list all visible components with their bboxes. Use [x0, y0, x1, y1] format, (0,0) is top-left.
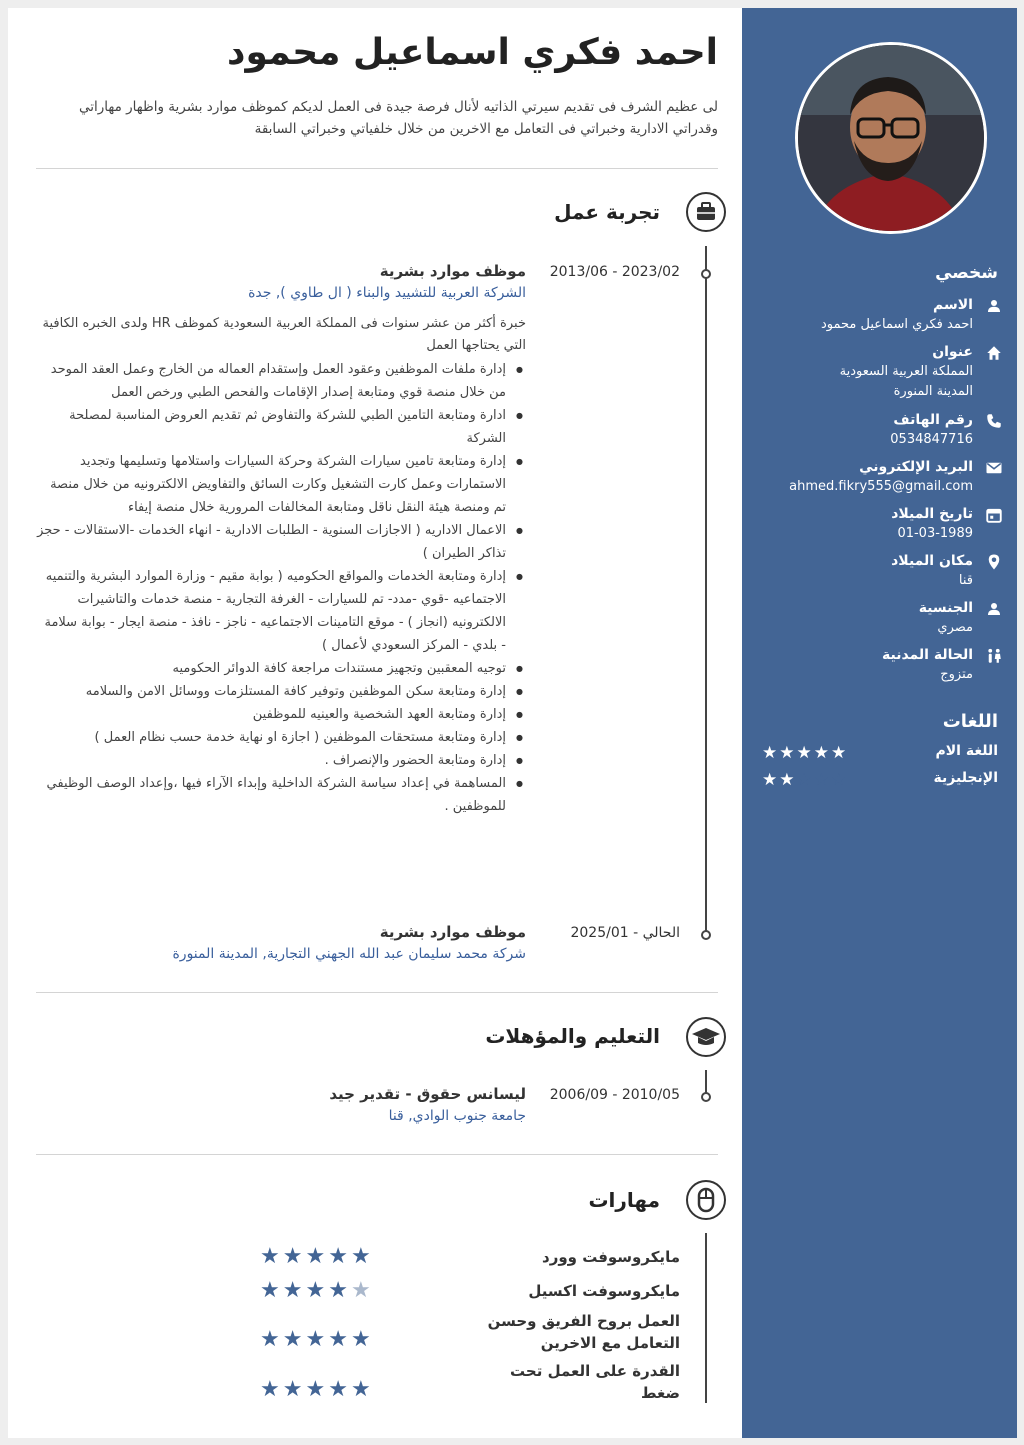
list-item: ● إدارة ومتابعة الحضور والإنصراف .	[36, 749, 526, 772]
list-item: ● إدارة ومتابعة العهد الشخصية والعينيه للموظفين	[36, 703, 526, 726]
personal-marital-status	[773, 645, 1003, 685]
education-date: 2006/09 - 2010/05	[549, 1087, 680, 1103]
star-filled-icon: ★	[260, 1327, 283, 1352]
personal-label: تاريخ الميلاد	[891, 506, 973, 522]
job-date: 2025/01 - الحالي	[570, 925, 680, 941]
personal-label: البريد الإلكتروني	[859, 459, 973, 475]
star-filled-icon: ★	[813, 743, 831, 763]
personal-value: المدينة المنورة	[893, 384, 973, 399]
job-description: خبرة أكثر من عشر سنوات فى المملكة العربية السعودية كموظف HR ولدى الخبره الكافية التي يحتاجها العمل	[42, 316, 526, 353]
timeline-dot	[701, 269, 711, 279]
personal-value: مصري	[937, 620, 973, 635]
personal-label: الجنسية	[918, 600, 973, 616]
language-row	[762, 743, 998, 765]
list-item: ● إدارة ومتابعة سكن الموظفين وتوفير كافة المستلزمات ووسائل الامن والسلامه	[36, 680, 526, 703]
list-item: ● إدارة ومتابعة الخدمات والمواقع الحكوميه ( بوابة مقيم - وزارة الموارد البشرية والتنميه الاجتماعيه -قوي -مدد- تم للسيارات - الغرفة التجارية - منصة خدمات والتاشيرات الالكترونيه (انجاز ) - موقع التامينات الاجتماعيه - ناجز - نافذ - منصة ايجار - بوابة سلامة - بلدي - المركز السعودي لأعمال )	[36, 565, 526, 657]
language-row	[762, 770, 998, 792]
star-filled-icon: ★	[305, 1377, 329, 1402]
star-filled-icon: ★	[282, 1327, 306, 1352]
list-item: ● المساهمة في إعداد سياسة الشركة الداخلية وإبداء الآراء فيها ،وإعداد الوصف الوظيفي للموظفين .	[36, 772, 526, 818]
experience-heading: تجربة عمل	[554, 200, 660, 224]
personal-name	[773, 295, 1003, 335]
skill-rating	[260, 1327, 374, 1352]
list-item: ● ادارة ومتابعة التامين الطبي للشركة والتفاوض ثم تقديم العروض المناسبة لمصلحة الشركة	[36, 404, 526, 450]
star-filled-icon: ★	[305, 1244, 329, 1269]
personal-value: 0534847716	[890, 432, 973, 447]
email-icon	[985, 459, 1003, 477]
star-filled-icon: ★	[305, 1327, 329, 1352]
personal-value: متزوج	[940, 667, 973, 682]
school-name: جامعة جنوب الوادي, قنا	[388, 1108, 526, 1124]
briefcase-icon	[686, 192, 726, 232]
skill-row	[260, 1360, 680, 1406]
timeline-line	[705, 1233, 707, 1403]
divider	[36, 1154, 718, 1155]
star-filled-icon: ★	[831, 743, 849, 763]
star-filled-icon: ★	[260, 1278, 283, 1303]
personal-value: المملكة العربية السعودية	[839, 364, 973, 379]
skills-heading: مهارات	[588, 1188, 660, 1212]
star-filled-icon: ★	[282, 1244, 306, 1269]
personal-value: 01-03-1989	[897, 526, 973, 541]
star-filled-icon: ★	[350, 1377, 374, 1402]
graduation-cap-icon	[686, 1017, 726, 1057]
personal-label: الحالة المدنية	[881, 647, 973, 663]
job-responsibilities	[36, 358, 526, 818]
divider	[36, 168, 718, 169]
personal-label: رقم الهاتف	[893, 412, 973, 428]
profile-photo	[795, 42, 987, 234]
star-filled-icon: ★	[762, 743, 780, 763]
personal-address	[773, 342, 1003, 402]
list-item: ● الاعمال الاداريه ( الاجازات السنوية - الطلبات الادارية - انهاء الخدمات -الاستقالات - حجز تذاكر الطيران )	[36, 519, 526, 565]
language-name: الإنجليزية	[933, 770, 998, 786]
skill-rating	[260, 1244, 374, 1269]
personal-value: ahmed.fikry555@gmail.com	[789, 479, 973, 494]
main-content	[36, 8, 718, 1438]
star-filled-icon: ★	[260, 1244, 283, 1269]
skill-rating	[260, 1377, 374, 1402]
star-filled-icon: ★	[779, 770, 797, 790]
star-filled-icon: ★	[328, 1278, 351, 1303]
education-heading: التعليم والمؤهلات	[485, 1024, 660, 1048]
location-pin-icon	[985, 553, 1003, 571]
star-filled-icon: ★	[282, 1377, 306, 1402]
languages-heading: اللغات	[942, 711, 998, 732]
star-filled-icon: ★	[350, 1327, 374, 1352]
personal-value: احمد فكري اسماعيل محمود	[820, 317, 973, 332]
star-empty-icon: ★	[350, 1278, 374, 1303]
company-name: شركة محمد سليمان عبد الله الجهني التجارية, المدينة المنورة	[172, 946, 526, 962]
personal-label: الاسم	[933, 297, 973, 313]
personal-value: قنا	[958, 573, 973, 588]
star-empty-icon: ★	[813, 770, 831, 790]
list-item: ● إدارة ملفات الموظفين وعقود العمل وإستقدام العماله من الخارج وعمل العقد الموحد من خلال منصة قوي ومتابعة إصدار الإقامات والفحص الطبي ورخص العمل	[36, 358, 526, 404]
star-filled-icon: ★	[328, 1244, 351, 1269]
timeline-dot	[701, 1092, 711, 1102]
list-item: ● إدارة ومتابعة مستحقات الموظفين ( اجازة او نهاية خدمة حسب نظام العمل )	[36, 726, 526, 749]
degree-title: ليسانس حقوق - تقدير جيد	[329, 1085, 526, 1103]
star-filled-icon: ★	[260, 1377, 283, 1402]
couple-icon	[985, 647, 1003, 665]
star-filled-icon: ★	[328, 1377, 351, 1402]
skill-row	[260, 1278, 680, 1304]
timeline-dot	[701, 930, 711, 940]
personal-label: عنوان	[932, 344, 973, 360]
star-filled-icon: ★	[305, 1278, 329, 1303]
calendar-icon	[985, 506, 1003, 524]
star-filled-icon: ★	[796, 743, 814, 763]
timeline-line	[705, 246, 707, 936]
job-title: موظف موارد بشرية	[379, 262, 526, 280]
divider	[36, 992, 718, 993]
star-filled-icon: ★	[779, 743, 797, 763]
star-filled-icon: ★	[350, 1244, 374, 1269]
person-icon	[985, 600, 1003, 618]
personal-heading: شخصي	[935, 263, 998, 283]
personal-phone	[773, 410, 1003, 450]
skill-name: مايكروسوفت وورد	[542, 1248, 680, 1266]
personal-birthdate	[773, 504, 1003, 544]
job-title: موظف موارد بشرية	[379, 923, 526, 941]
star-empty-icon: ★	[796, 770, 814, 790]
skill-row	[260, 1244, 680, 1270]
sidebar	[742, 8, 1017, 1438]
mouse-icon	[686, 1180, 726, 1220]
language-rating	[762, 770, 848, 790]
home-icon	[985, 344, 1003, 362]
skill-row	[260, 1310, 680, 1356]
skill-name: القدرة على العمل تحت ضغط	[510, 1362, 680, 1402]
star-filled-icon: ★	[328, 1327, 351, 1352]
person-icon	[985, 297, 1003, 315]
skill-name: مايكروسوفت اكسيل	[528, 1282, 680, 1300]
summary: لى عظيم الشرف فى تقديم سيرتي الذاتيه لأنال فرصة جيدة فى العمل لديكم كموظف موارد بشرية واظهار مهاراتي وقدراتي الادارية وخبراتي فى التعامل مع الاخرين من خلال خلفياتي وخبراتي السابقة	[78, 99, 718, 137]
skill-rating	[260, 1278, 374, 1303]
star-filled-icon: ★	[762, 770, 780, 790]
star-empty-icon: ★	[831, 770, 849, 790]
personal-email	[773, 457, 1003, 497]
skill-name: العمل بروح الفريق وحسن التعامل مع الاخرين	[487, 1312, 680, 1352]
star-filled-icon: ★	[282, 1278, 306, 1303]
language-rating	[762, 743, 848, 763]
phone-icon	[985, 412, 1003, 430]
personal-nationality	[773, 598, 1003, 638]
company-name: الشركة العربية للتشييد والبناء ( ال طاوي ), جدة	[248, 285, 526, 301]
language-name: اللغة الام	[935, 743, 998, 759]
resume-page	[8, 8, 1017, 1438]
list-item: ● إدارة ومتابعة تامين سيارات الشركة وحركة السيارات واستلامها وتسليمها وتجديد الاستمارات وعمل كارت التشغيل وكارت السائق والتفاويض الالكترونيه من خلال منصة تم ومنصة هيئة النقل ناقل ومتابعة المخالفات المرورية خلال منصة إيفاء	[36, 450, 526, 519]
personal-birthplace	[773, 551, 1003, 591]
list-item: ● توجيه المعقبين وتجهيز مستندات مراجعة كافة الدوائر الحكوميه	[36, 657, 526, 680]
personal-label: مكان الميلاد	[891, 553, 973, 569]
full-name: احمد فكري اسماعيل محمود	[227, 32, 718, 73]
job-date: 2013/06 - 2023/02	[549, 264, 680, 280]
